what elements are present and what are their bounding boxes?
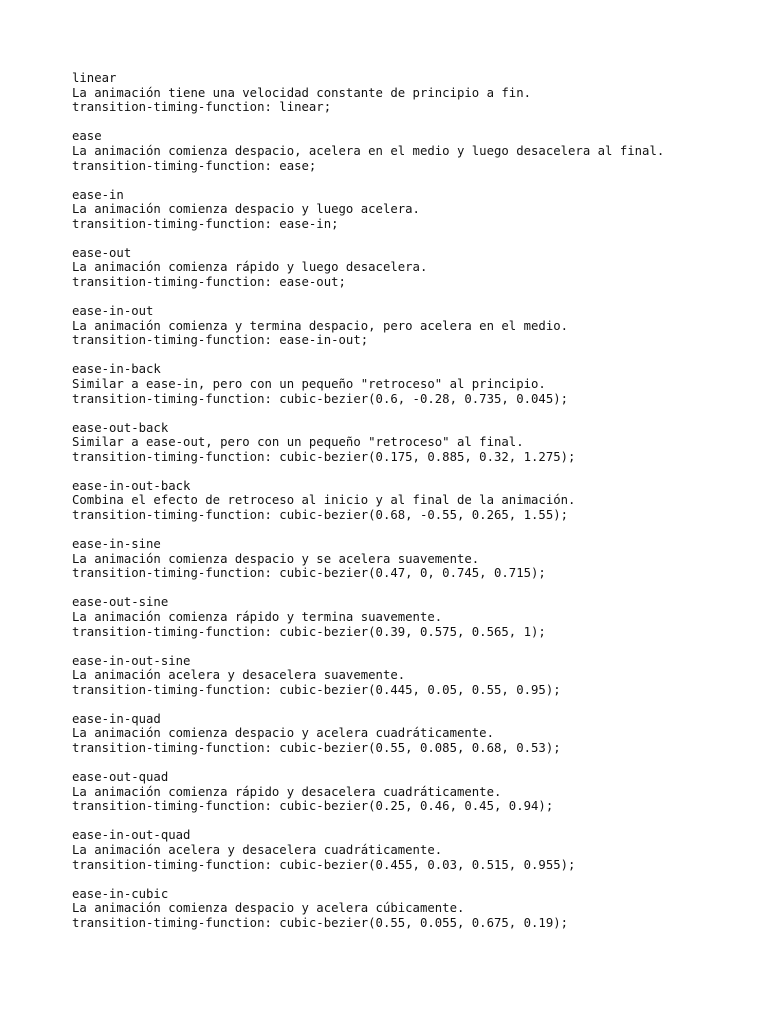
entry-description: La animación comienza despacio y se acelera suavemente. (72, 551, 480, 566)
timing-function-entry-ease-out-sine (72, 595, 752, 639)
timing-function-entry-ease-in-out (72, 304, 752, 348)
entry-description: La animación comienza y termina despacio, pero acelera en el medio. (72, 318, 569, 333)
entry-code: transition-timing-function: ease-in; (72, 216, 339, 231)
entry-name: ease-out-sine (72, 595, 169, 610)
timing-function-entry-ease-in-out-quad (72, 828, 752, 872)
entry-description: La animación comienza despacio y acelera cuadráticamente. (72, 726, 494, 741)
entry-name: ease-out-back (72, 420, 169, 435)
entry-name: ease-in (72, 187, 124, 202)
entry-code: transition-timing-function: ease-in-out; (72, 333, 369, 348)
entry-code: transition-timing-function: cubic-bezier(0.47, 0, 0.745, 0.715); (72, 566, 546, 581)
entry-name: ease-out-quad (72, 770, 169, 784)
timing-function-entry-ease-in-back (72, 362, 752, 406)
entry-name: ease-in-sine (72, 537, 161, 551)
entry-code: transition-timing-function: linear; (72, 100, 332, 115)
entry-code: transition-timing-function: cubic-bezier(0.55, 0.055, 0.675, 0.19); (72, 915, 569, 930)
timing-function-entry-ease-in-sine (72, 537, 752, 581)
entry-name: ease-in-quad (72, 711, 161, 726)
entry-name: ease-out (72, 245, 132, 260)
entry-description: Similar a ease-out, pero con un pequeño "retroceso" al final. (72, 435, 524, 450)
entry-code: transition-timing-function: cubic-bezier(0.445, 0.05, 0.55, 0.95); (72, 682, 561, 697)
entry-code: transition-timing-function: cubic-bezier(0.455, 0.03, 0.515, 0.955); (72, 857, 576, 872)
entry-code: transition-timing-function: cubic-bezier(0.55, 0.085, 0.68, 0.53); (72, 741, 561, 756)
entry-name: linear (72, 71, 117, 85)
entry-description: La animación tiene una velocidad constante de principio a fin. (72, 85, 532, 100)
timing-function-entry-ease (72, 129, 752, 173)
entry-description: La animación acelera y desacelera suavemente. (72, 668, 406, 683)
entry-name: ease-in-out-sine (72, 653, 191, 668)
entry-description: La animación comienza despacio y luego acelera. (72, 202, 420, 217)
entry-name: ease-in-back (72, 362, 161, 377)
entry-description: La animación comienza despacio, acelera en el medio y luego desacelera al final. (72, 143, 665, 158)
entry-code: transition-timing-function: cubic-bezier(0.175, 0.885, 0.32, 1.275); (72, 449, 576, 464)
entry-description: Combina el efecto de retroceso al inicio y al final de la animación. (72, 493, 576, 508)
timing-function-entry-ease-in-quad (72, 712, 752, 756)
entry-code: transition-timing-function: cubic-bezier(0.25, 0.46, 0.45, 0.94); (72, 799, 554, 814)
timing-function-entry-ease-out-back (72, 421, 752, 465)
entry-description: La animación comienza rápido y desacelera cuadráticamente. (72, 784, 502, 799)
entry-code: transition-timing-function: cubic-bezier(0.39, 0.575, 0.565, 1); (72, 624, 546, 639)
entry-description: La animación acelera y desacelera cuadráticamente. (72, 842, 443, 857)
entry-code: transition-timing-function: ease-out; (72, 275, 346, 290)
timing-function-entry-ease-in (72, 188, 752, 232)
timing-function-entry-ease-in-out-sine (72, 654, 752, 698)
entry-name: ease-in-out-back (72, 478, 191, 493)
document-page (72, 71, 752, 945)
entry-name: ease (72, 129, 102, 144)
entry-code: transition-timing-function: cubic-bezier(0.68, -0.55, 0.265, 1.55); (72, 508, 569, 523)
entry-description: La animación comienza rápido y luego desacelera. (72, 260, 428, 275)
entry-description: La animación comienza despacio y acelera cúbicamente. (72, 901, 465, 916)
entry-name: ease-in-out-quad (72, 828, 191, 843)
timing-function-entry-ease-in-cubic (72, 887, 752, 931)
entry-code: transition-timing-function: ease; (72, 158, 317, 173)
entry-description: La animación comienza rápido y termina suavemente. (72, 609, 443, 624)
entry-description: Similar a ease-in, pero con un pequeño "retroceso" al principio. (72, 376, 546, 391)
timing-function-entry-ease-out (72, 246, 752, 290)
entry-name: ease-in-out (72, 304, 154, 318)
timing-function-entry-linear (72, 71, 752, 115)
timing-function-entry-ease-out-quad (72, 770, 752, 814)
timing-function-entry-ease-in-out-back (72, 479, 752, 523)
entry-code: transition-timing-function: cubic-bezier(0.6, -0.28, 0.735, 0.045); (72, 391, 569, 406)
entry-name: ease-in-cubic (72, 886, 169, 901)
